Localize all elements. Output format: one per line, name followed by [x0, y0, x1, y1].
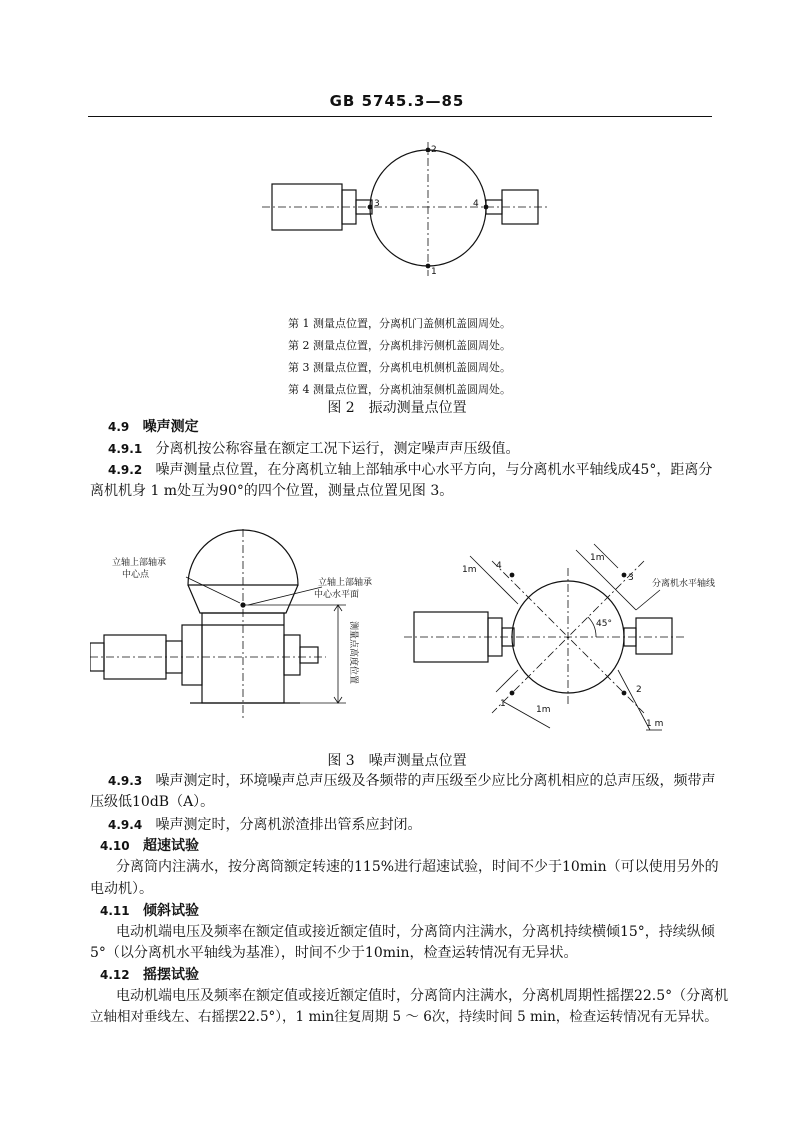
label-bearing-center-l1: 立轴上部轴承	[112, 558, 167, 568]
fig3-point-1: 1	[500, 699, 506, 709]
section-title: 摇摆试验	[142, 967, 199, 983]
section-4-10-line1: 分离筒内注满水，按分离筒额定转速的115%进行超速试验，时间不少于10min（可以使用另外的	[116, 859, 719, 875]
section-title: 噪声测定	[142, 419, 199, 435]
figure-3-plan-view	[400, 540, 730, 740]
section-title: 倾斜试验	[142, 903, 199, 919]
fig3-dist-right: 1 m	[646, 719, 664, 729]
section-4-9-4	[108, 816, 422, 835]
fig3-point-3: 3	[628, 573, 634, 583]
section-4-9-3-line1	[108, 772, 716, 791]
section-title: 超速试验	[142, 838, 199, 854]
section-4-9-2-line1	[108, 461, 712, 480]
section-number: 4.9	[108, 420, 130, 434]
section-4-11-line1: 电动机端电压及频率在额定值或接近额定值时，分离筒内注满水，分离机持续横倾15°，持续纵倾	[116, 924, 715, 940]
figure-3-side-view	[90, 525, 390, 730]
figure-2-caption: 图 2 振动测量点位置	[327, 400, 467, 416]
label-bearing-plane-l2: 中心水平面	[314, 590, 360, 600]
label-measure-height: 测量点高度位置	[348, 621, 358, 685]
section-number: 4.9.3	[108, 774, 143, 788]
section-4-11	[100, 902, 199, 921]
section-number: 4.11	[100, 904, 130, 918]
section-4-9-2-line2: 离机机身 1 m处互为90°的四个位置，测量点位置见图 3。	[90, 483, 454, 499]
label-bearing-center-l2: 中心点	[122, 570, 150, 580]
fig2-point-1: 1	[431, 267, 437, 277]
figure-2-drawing	[260, 140, 550, 280]
section-4-9-1	[108, 440, 520, 459]
section-number: 4.12	[100, 968, 130, 982]
fig2-point-4: 4	[473, 199, 479, 209]
paragraph-text: 分离机按公称容量在额定工况下运行，测定噪声声压级值。	[155, 441, 520, 457]
section-4-10-line2: 电动机）。	[90, 881, 153, 897]
fig3-dist-top: 1m	[590, 553, 605, 563]
label-bearing-plane-l1: 立轴上部轴承	[318, 578, 373, 588]
fig3-angle: 45°	[596, 619, 612, 629]
figure-3-caption: 图 3 噪声测量点位置	[327, 753, 467, 769]
paragraph-text: 噪声测定时，分离机淤渣排出管系应封闭。	[155, 817, 422, 833]
section-4-10	[100, 837, 199, 856]
section-number: 4.10	[100, 839, 130, 853]
fig2-note-3: 第 3 测量点位置，分离机电机侧机盖圆周处。	[288, 361, 511, 374]
section-number: 4.9.4	[108, 818, 143, 832]
header-rule	[88, 116, 712, 117]
section-number: 4.9.2	[108, 463, 143, 477]
fig2-point-3: 3	[374, 199, 380, 209]
fig2-note-4: 第 4 测量点位置，分离机油泵侧机盖圆周处。	[288, 383, 511, 396]
paragraph-text: 噪声测量点位置，在分离机立轴上部轴承中心水平方向，与分离机水平轴线成45°，距离分	[155, 462, 713, 478]
fig3-point-4: 4	[496, 561, 502, 571]
fig3-dist-left: 1m	[462, 565, 477, 575]
paragraph-text: 噪声测定时，环境噪声总声压级及各频带的声压级至少应比分离机相应的总声压级，频带声	[155, 773, 716, 789]
section-number: 4.9.1	[108, 442, 143, 456]
section-4-9-3-line2: 压级低10dB（A）。	[90, 794, 215, 810]
fig2-note-2: 第 2 测量点位置，分离机排污侧机盖圆周处。	[288, 339, 511, 352]
section-4-12	[100, 966, 199, 985]
section-4-11-line2: 5°（以分离机水平轴线为基准），时间不少于10min，检查运转情况有无异状。	[90, 945, 578, 961]
figure-2-notes	[288, 313, 511, 401]
fig3-dist-bottom: 1m	[536, 705, 551, 715]
oil-pump	[636, 618, 672, 654]
fig3-point-2: 2	[636, 685, 642, 695]
document-code: GB 5745.3—85	[329, 92, 465, 110]
fig3-axis-label: 分离机水平轴线	[652, 579, 716, 589]
fig2-note-1: 第 1 测量点位置，分离机门盖侧机盖圆周处。	[288, 317, 511, 330]
fig2-point-2: 2	[431, 145, 437, 155]
section-4-9	[108, 418, 199, 437]
section-4-12-line2: 立轴相对垂线左、右摇摆22.5°），1 min往复周期 5 ～ 6次，持续时间 5 min，检查运转情况有无异状。	[90, 1009, 718, 1025]
section-4-12-line1: 电动机端电压及频率在额定值或接近额定值时，分离筒内注满水，分离机周期性摇摆22.5°（分离机	[116, 988, 729, 1004]
